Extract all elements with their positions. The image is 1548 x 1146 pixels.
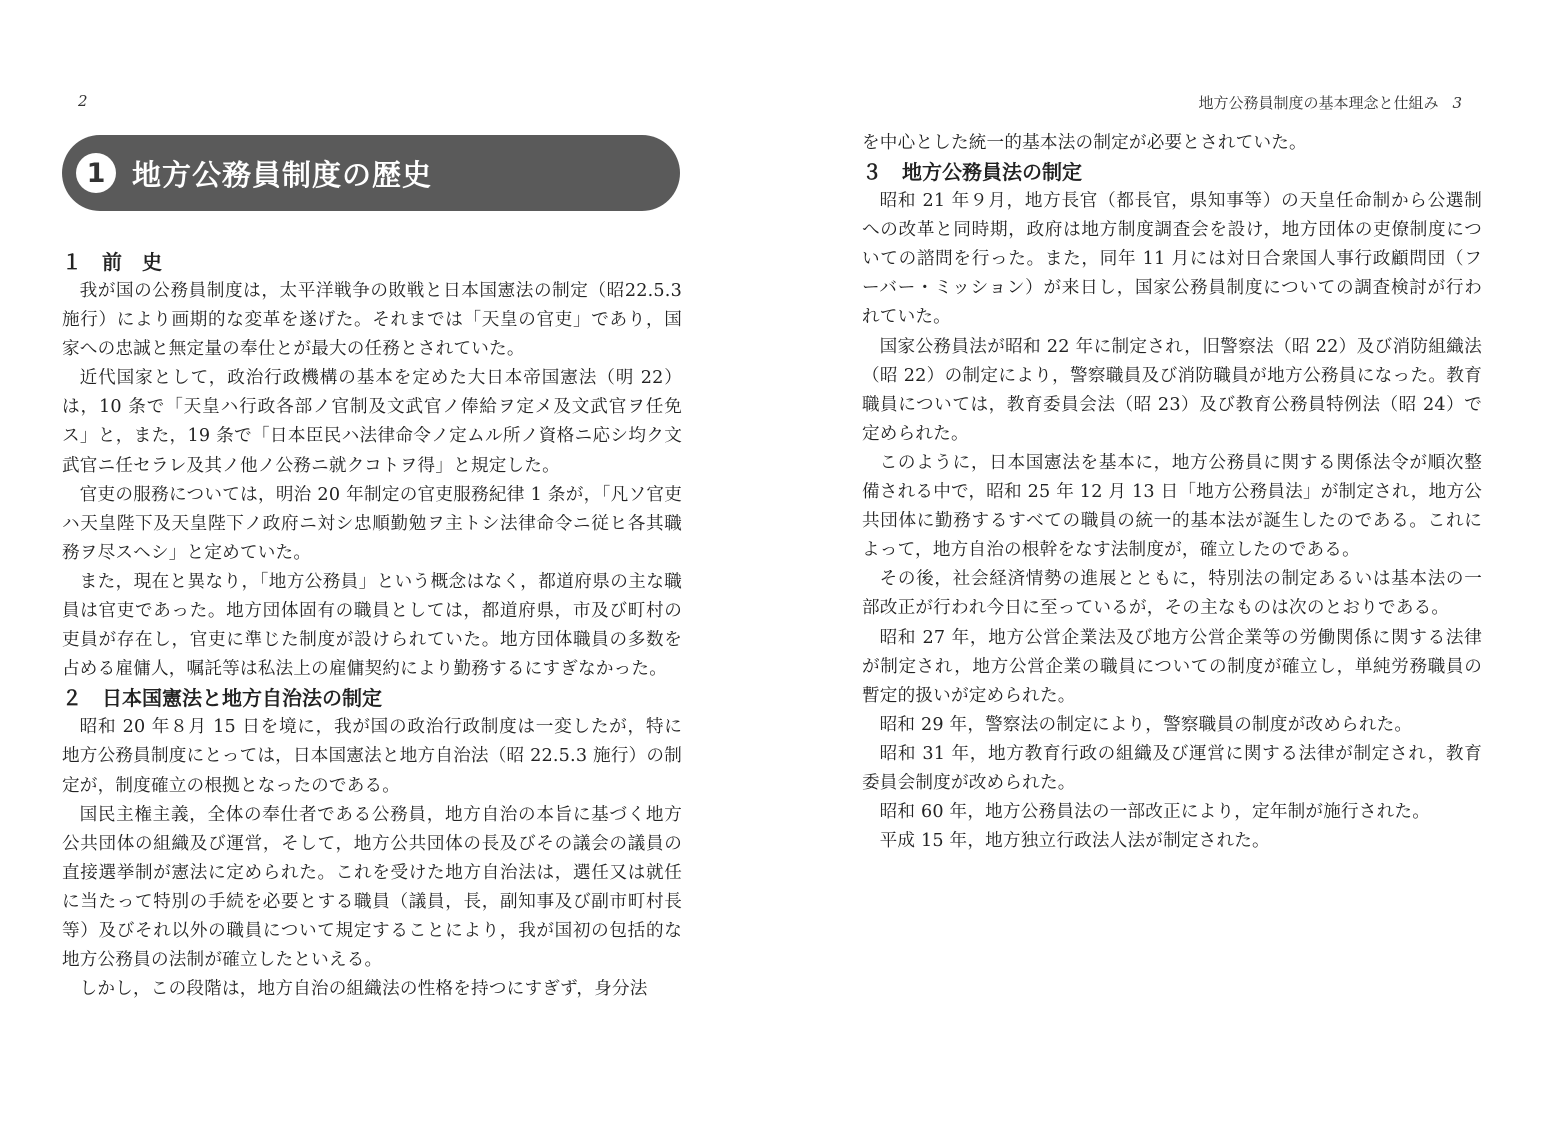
paragraph: 昭和 21 年９月，地方長官（都長官，県知事等）の天皇任命制から公選制への改革と同時期，政府は地方制度調査会を設け，地方団体の吏僚制度についての諮問を行った。また，同年 11 月には対日合衆国人事行政顧問団（フーバー・ミッション）が来日し，国家公務員制度についての調査検討が行われていた。	[862, 191, 1482, 328]
chapter-title: 地方公務員制度の歴史	[132, 157, 433, 192]
chapter-banner	[62, 135, 680, 211]
paragraph-continuation: を中心とした統一的基本法の制定が必要とされていた。	[862, 133, 1307, 153]
paragraph: 昭和 27 年，地方公営企業法及び地方公営企業等の労働関係に関する法律が制定され，地方公営企業の職員についての制度が確立し，単純労務職員の暫定的扱いが定められた。	[862, 627, 1482, 706]
paragraph: 昭和 60 年，地方公務員法の一部改正により，定年制が施行された。	[879, 802, 1430, 823]
left-column	[62, 248, 682, 1004]
paragraph: 我が国の公務員制度は，太平洋戦争の敗戦と日本国憲法の制定（昭22.5.3 施行）により画期的な変革を遂げた。それまでは「天皇の官吏」であり，国家への忠誠と無定量の奉仕とが最大の任務とされていた。	[62, 281, 682, 360]
paragraph: 昭和 29 年，警察法の制定により，警察職員の制度が改められた。	[879, 714, 1413, 735]
paragraph: このように，日本国憲法を基本に，地方公務員に関する関係法令が順次整備される中で，昭和 25 年 12 月 13 日「地方公務員法」が制定され，地方公共団体に勤務するすべての職員の統一的基本法が誕生したのである。これによって，地方自治の根幹をなす法制度が，確立したのである。	[862, 452, 1482, 561]
section-heading-1: １ 前 史	[62, 250, 162, 274]
paragraph: 官吏の服務については，明治 20 年制定の官吏服務紀律 1 条が，「凡ソ官吏ハ天皇陛下及天皇陛下ノ政府ニ対シ忠順勤勉ヲ主トシ法律命令ニ従ヒ各其職務ヲ尽スヘシ」と定めていた。	[62, 484, 682, 563]
section-heading-3: ３ 地方公務員法の制定	[862, 160, 1082, 185]
paragraph: 昭和 31 年，地方教育行政の組織及び運営に関する法律が制定され，教育委員会制度が改められた。	[862, 743, 1482, 793]
paragraph: 昭和 20 年８月 15 日を境に，我が国の政治行政制度は一変したが，特に地方公務員制度にとっては，日本国憲法と地方自治法（昭 22.5.3 施行）の制定が，制度確立の根拠となったのである。	[62, 717, 683, 796]
right-page-number: 3	[1452, 94, 1462, 112]
chapter-number-badge: 1	[76, 153, 116, 193]
paragraph: 平成 15 年，地方独立行政法人法が制定された。	[879, 831, 1270, 852]
paragraph: しかし，この段階は，地方自治の組織法の性格を持つにすぎず，身分法	[79, 979, 648, 1000]
running-header	[1198, 92, 1462, 113]
section-heading-2: ２ 日本国憲法と地方自治法の制定	[62, 686, 382, 711]
right-column	[862, 129, 1482, 856]
paragraph: また，現在と異なり，「地方公務員」という概念はなく，都道府県の主な職員は官吏であった。地方団体固有の職員としては，都道府県，市及び町村の吏員が存在し，官吏に準じた制度が設けられていた。地方団体職員の多数を占める雇傭人，嘱託等は私法上の雇傭契約により勤務するにすぎなかった。	[62, 571, 682, 680]
paragraph: 国民主権主義，全体の奉仕者である公務員，地方自治の本旨に基づく地方公共団体の組織及び運営，そして，地方公共団体の長及びその議会の議員の直接選挙制が憲法に定められた。これを受けた地方自治法は，選任又は就任に当たって特別の手続を必要とする職員（議員，長，副知事及び副市町村長等）及びそれ以外の職員について規定することにより，我が国初の包括的な地方公務員の法制が確立したといえる。	[62, 804, 682, 971]
running-title: 地方公務員制度の基本理念と仕組み	[1198, 94, 1439, 112]
left-page-number: 2	[78, 92, 88, 110]
paragraph: 国家公務員法が昭和 22 年に制定され，旧警察法（昭 22）及び消防組織法（昭 22）の制定により，警察職員及び消防職員が地方公務員になった。教育職員については，教育委員会法（昭 23）及び教育公務員特例法（昭 24）で定められた。	[862, 336, 1482, 444]
paragraph: 近代国家として，政治行政機構の基本を定めた大日本帝国憲法（明 22）は，10 条で「天皇ハ行政各部ノ官制及文武官ノ俸給ヲ定メ及文武官ヲ任免ス」と，また，19 条で「日本臣民ハ法律命令ノ定ムル所ノ資格ニ応シ均ク文武官ニ任セラレ及其ノ他ノ公務ニ就クコトヲ得」と規定した。	[62, 368, 682, 476]
paragraph: その後，社会経済情勢の進展とともに，特別法の制定あるいは基本法の一部改正が行われ今日に至っているが，その主なものは次のとおりである。	[862, 569, 1482, 619]
